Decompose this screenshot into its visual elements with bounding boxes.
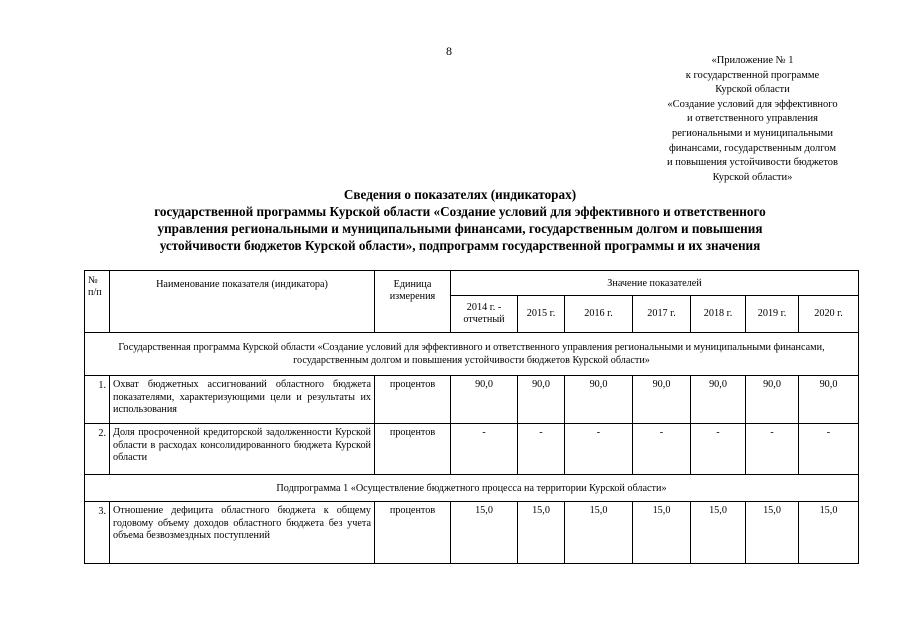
- indicator-unit: процентов: [375, 502, 451, 564]
- indicator-value: 15,0: [451, 502, 518, 564]
- header-number: № п/п: [85, 271, 110, 333]
- table-row: [85, 424, 859, 475]
- indicator-unit: процентов: [375, 424, 451, 475]
- indicator-unit: процентов: [375, 376, 451, 424]
- header-year: 2019 г.: [746, 296, 799, 333]
- header-year: 2018 г.: [691, 296, 746, 333]
- appendix-line: Курской области»: [712, 171, 793, 183]
- document-title: [60, 186, 860, 254]
- indicator-name: Охват бюджетных ассигнований областного бюджета показателями, характеризующими цели и результаты их использования: [110, 376, 375, 424]
- appendix-line: «Приложение № 1: [711, 55, 794, 66]
- section-program: Государственная программа Курской области «Создание условий для эффективного и ответственного управления региональными и муниципальными финансами, государственным долгом и повышения устойчивости бюджетов Курской области»: [85, 333, 859, 376]
- title-line: государственной программы Курской области «Создание условий для эффективного и ответственного: [154, 204, 766, 219]
- row-number: 3.: [85, 502, 110, 564]
- title-line: управления региональными и муниципальными финансами, государственным долгом и повышения: [157, 221, 763, 236]
- row-number: 2.: [85, 424, 110, 475]
- indicator-value: -: [799, 424, 859, 475]
- indicator-value: -: [451, 424, 518, 475]
- indicator-value: 15,0: [633, 502, 691, 564]
- indicator-name: Отношение дефицита областного бюджета к общему годовому объему доходов областного бюджета без учета объема безвозмездных поступлений: [110, 502, 375, 564]
- indicator-value: 90,0: [451, 376, 518, 424]
- indicator-value: 90,0: [746, 376, 799, 424]
- title-line: Сведения о показателях (индикаторах): [343, 187, 577, 202]
- header-year: 2017 г.: [633, 296, 691, 333]
- header-year: 2016 г.: [565, 296, 633, 333]
- indicator-value: 15,0: [691, 502, 746, 564]
- header-year: 2020 г.: [799, 296, 859, 333]
- indicator-value: 15,0: [799, 502, 859, 564]
- row-number: 1.: [85, 376, 110, 424]
- indicator-value: 90,0: [565, 376, 633, 424]
- header-year: 2015 г.: [518, 296, 565, 333]
- appendix-line: и ответственного управления: [687, 113, 818, 125]
- header-year: 2014 г. - отчетный: [451, 296, 518, 333]
- indicator-value: -: [518, 424, 565, 475]
- header-indicator-name: Наименование показателя (индикатора): [110, 271, 375, 333]
- appendix-caption: [620, 54, 885, 185]
- appendix-line: к государственной программе: [685, 69, 820, 81]
- section-subprogram: Подпрограмма 1 «Осуществление бюджетного процесса на территории Курской области»: [85, 475, 859, 502]
- indicator-value: 90,0: [633, 376, 691, 424]
- indicator-value: -: [633, 424, 691, 475]
- indicator-value: 15,0: [518, 502, 565, 564]
- indicator-value: -: [565, 424, 633, 475]
- title-line: устойчивости бюджетов Курской области», подпрограмм государственной программы и их значения: [159, 238, 761, 253]
- indicator-name: Доля просроченной кредиторской задолженности Курской области в расходах консолидированного бюджета Курской области: [110, 424, 375, 475]
- appendix-line: «Создание условий для эффективного: [667, 98, 838, 110]
- appendix-line: финансами, государственным долгом: [668, 142, 836, 154]
- indicator-value: 15,0: [746, 502, 799, 564]
- appendix-line: и повышения устойчивости бюджетов: [666, 157, 838, 169]
- appendix-line: Курской области: [715, 84, 790, 96]
- indicator-value: -: [691, 424, 746, 475]
- indicators-table: [84, 270, 859, 564]
- table-row: [85, 376, 859, 424]
- page-number: 8: [446, 44, 452, 58]
- header-values: Значение показателей: [451, 271, 859, 296]
- indicator-value: 15,0: [565, 502, 633, 564]
- table-row: [85, 502, 859, 564]
- appendix-line: региональными и муниципальными: [671, 127, 833, 139]
- indicator-value: 90,0: [691, 376, 746, 424]
- indicator-value: 90,0: [518, 376, 565, 424]
- indicator-value: -: [746, 424, 799, 475]
- header-unit: Единица измерения: [375, 271, 451, 333]
- indicator-value: 90,0: [799, 376, 859, 424]
